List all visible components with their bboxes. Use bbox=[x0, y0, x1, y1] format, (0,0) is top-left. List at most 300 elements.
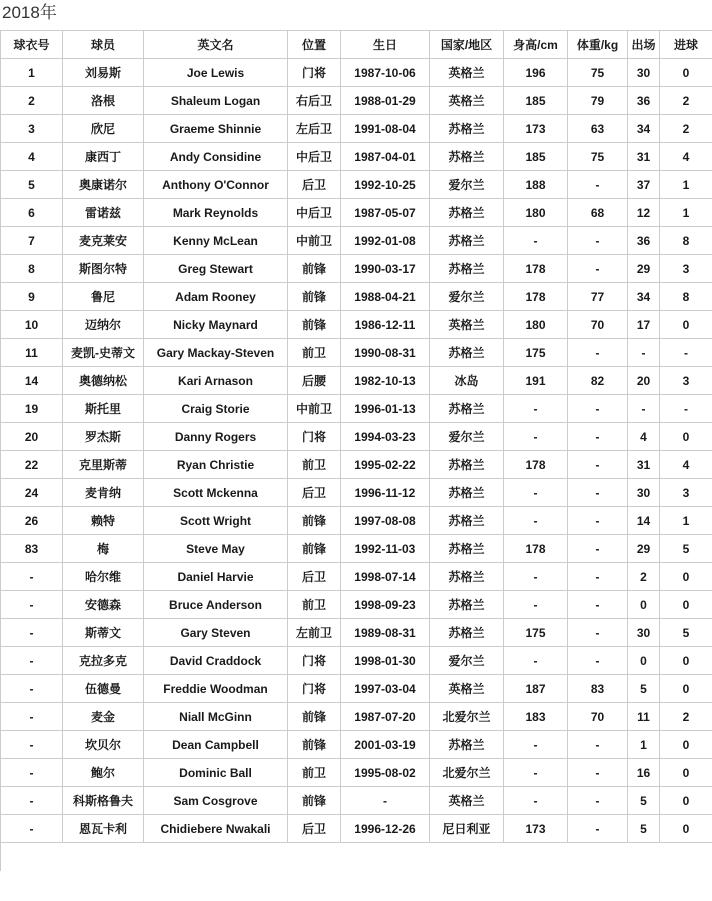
table-cell: - bbox=[568, 535, 628, 563]
table-cell: Freddie Woodman bbox=[144, 675, 288, 703]
table-cell: Daniel Harvie bbox=[144, 563, 288, 591]
player-row bbox=[1, 255, 712, 283]
table-cell: 苏格兰 bbox=[430, 339, 504, 367]
table-cell: 30 bbox=[628, 619, 660, 647]
table-cell: 1988-01-29 bbox=[341, 87, 430, 115]
table-cell: 1 bbox=[628, 731, 660, 759]
table-cell: 伍德曼 bbox=[63, 675, 144, 703]
column-header: 进球 bbox=[660, 31, 712, 59]
table-cell: 191 bbox=[504, 367, 568, 395]
table-cell: 2 bbox=[660, 703, 712, 731]
player-row bbox=[1, 395, 712, 423]
table-cell: 前锋 bbox=[288, 283, 341, 311]
player-row bbox=[1, 479, 712, 507]
table-cell: 1 bbox=[660, 199, 712, 227]
table-cell: - bbox=[660, 395, 712, 423]
table-cell: 中后卫 bbox=[288, 143, 341, 171]
table-cell: 中前卫 bbox=[288, 227, 341, 255]
table-cell: 爱尔兰 bbox=[430, 171, 504, 199]
table-cell: 门将 bbox=[288, 675, 341, 703]
table-cell: - bbox=[628, 339, 660, 367]
table-cell: 175 bbox=[504, 339, 568, 367]
table-cell: - bbox=[504, 591, 568, 619]
table-cell: 克拉多克 bbox=[63, 647, 144, 675]
table-cell: 麦克莱安 bbox=[63, 227, 144, 255]
table-cell: Greg Stewart bbox=[144, 255, 288, 283]
table-cell: Dominic Ball bbox=[144, 759, 288, 787]
table-cell: 3 bbox=[1, 115, 63, 143]
table-cell: 196 bbox=[504, 59, 568, 87]
table-cell: - bbox=[568, 171, 628, 199]
table-cell: Mark Reynolds bbox=[144, 199, 288, 227]
table-cell: Dean Campbell bbox=[144, 731, 288, 759]
table-cell: 后卫 bbox=[288, 171, 341, 199]
table-cell: 梅 bbox=[63, 535, 144, 563]
table-cell: 31 bbox=[628, 143, 660, 171]
table-cell: 1988-04-21 bbox=[341, 283, 430, 311]
table-cell: 175 bbox=[504, 619, 568, 647]
column-header: 国家/地区 bbox=[430, 31, 504, 59]
table-cell: 鲁尼 bbox=[63, 283, 144, 311]
table-cell: 0 bbox=[660, 647, 712, 675]
table-cell: - bbox=[568, 759, 628, 787]
table-cell: 16 bbox=[628, 759, 660, 787]
table-cell: 1996-12-26 bbox=[341, 815, 430, 843]
table-cell: 36 bbox=[628, 87, 660, 115]
table-cell: 英格兰 bbox=[430, 787, 504, 815]
table-cell: 前卫 bbox=[288, 451, 341, 479]
table-cell: 34 bbox=[628, 115, 660, 143]
player-row bbox=[1, 367, 712, 395]
table-cell: 2 bbox=[1, 87, 63, 115]
empty-cell bbox=[1, 843, 712, 871]
table-cell: 苏格兰 bbox=[430, 619, 504, 647]
table-cell: 苏格兰 bbox=[430, 479, 504, 507]
table-cell: 30 bbox=[628, 479, 660, 507]
table-cell: 1989-08-31 bbox=[341, 619, 430, 647]
table-cell: 斯托里 bbox=[63, 395, 144, 423]
table-cell: Niall McGinn bbox=[144, 703, 288, 731]
table-cell: 0 bbox=[628, 647, 660, 675]
table-cell: 苏格兰 bbox=[430, 535, 504, 563]
table-cell: - bbox=[1, 591, 63, 619]
table-cell: 0 bbox=[660, 675, 712, 703]
table-cell: 前锋 bbox=[288, 731, 341, 759]
table-cell: 克里斯蒂 bbox=[63, 451, 144, 479]
table-cell: 1998-07-14 bbox=[341, 563, 430, 591]
table-cell: 0 bbox=[660, 423, 712, 451]
table-cell: 19 bbox=[1, 395, 63, 423]
page-title: 2018年 bbox=[2, 3, 57, 22]
table-cell: 英格兰 bbox=[430, 59, 504, 87]
table-cell: 0 bbox=[660, 591, 712, 619]
table-cell: 1990-08-31 bbox=[341, 339, 430, 367]
table-cell: 188 bbox=[504, 171, 568, 199]
player-row bbox=[1, 227, 712, 255]
table-cell: 1996-01-13 bbox=[341, 395, 430, 423]
column-header: 球衣号 bbox=[1, 31, 63, 59]
table-cell: - bbox=[568, 563, 628, 591]
table-cell: Ryan Christie bbox=[144, 451, 288, 479]
table-cell: 苏格兰 bbox=[430, 395, 504, 423]
table-cell: - bbox=[568, 787, 628, 815]
table-cell: 1995-02-22 bbox=[341, 451, 430, 479]
table-cell: 0 bbox=[660, 787, 712, 815]
table-cell: 185 bbox=[504, 143, 568, 171]
table-cell: 83 bbox=[568, 675, 628, 703]
player-row bbox=[1, 731, 712, 759]
table-cell: 1 bbox=[1, 59, 63, 87]
player-row bbox=[1, 115, 712, 143]
player-row bbox=[1, 87, 712, 115]
player-row bbox=[1, 647, 712, 675]
table-cell: 20 bbox=[628, 367, 660, 395]
table-cell: 11 bbox=[628, 703, 660, 731]
table-cell: 1 bbox=[660, 507, 712, 535]
table-cell: 5 bbox=[1, 171, 63, 199]
table-cell: Scott Mckenna bbox=[144, 479, 288, 507]
table-cell: 门将 bbox=[288, 59, 341, 87]
table-cell: 82 bbox=[568, 367, 628, 395]
table-cell: 刘易斯 bbox=[63, 59, 144, 87]
table-cell: 冰岛 bbox=[430, 367, 504, 395]
table-cell: - bbox=[1, 815, 63, 843]
table-cell: 1997-08-08 bbox=[341, 507, 430, 535]
table-cell: Chidiebere Nwakali bbox=[144, 815, 288, 843]
table-cell: 4 bbox=[660, 143, 712, 171]
table-cell: 183 bbox=[504, 703, 568, 731]
table-cell: - bbox=[504, 731, 568, 759]
table-cell: 8 bbox=[1, 255, 63, 283]
table-cell: 后卫 bbox=[288, 815, 341, 843]
table-cell: 麦凯-史蒂文 bbox=[63, 339, 144, 367]
table-cell: Nicky Maynard bbox=[144, 311, 288, 339]
table-cell: 苏格兰 bbox=[430, 591, 504, 619]
table-cell: - bbox=[568, 339, 628, 367]
table-cell: Gary Steven bbox=[144, 619, 288, 647]
table-cell: 185 bbox=[504, 87, 568, 115]
table-cell: 29 bbox=[628, 255, 660, 283]
table-cell: 79 bbox=[568, 87, 628, 115]
table-cell: 14 bbox=[1, 367, 63, 395]
table-cell: 5 bbox=[628, 815, 660, 843]
player-row bbox=[1, 591, 712, 619]
table-cell: Danny Rogers bbox=[144, 423, 288, 451]
table-cell: 北爱尔兰 bbox=[430, 703, 504, 731]
table-cell: 1998-01-30 bbox=[341, 647, 430, 675]
table-cell: - bbox=[568, 647, 628, 675]
table-cell: 鲍尔 bbox=[63, 759, 144, 787]
table-cell: 前锋 bbox=[288, 507, 341, 535]
table-cell: - bbox=[1, 675, 63, 703]
table-cell: - bbox=[341, 787, 430, 815]
table-cell: 4 bbox=[1, 143, 63, 171]
table-cell: 6 bbox=[1, 199, 63, 227]
table-cell: 1987-04-01 bbox=[341, 143, 430, 171]
table-cell: - bbox=[568, 255, 628, 283]
table-cell: 爱尔兰 bbox=[430, 423, 504, 451]
table-cell: Kenny McLean bbox=[144, 227, 288, 255]
table-cell: 1982-10-13 bbox=[341, 367, 430, 395]
table-cell: 前锋 bbox=[288, 311, 341, 339]
table-cell: 前锋 bbox=[288, 535, 341, 563]
player-row bbox=[1, 507, 712, 535]
table-cell: 1990-03-17 bbox=[341, 255, 430, 283]
table-cell: 63 bbox=[568, 115, 628, 143]
table-cell: 2001-03-19 bbox=[341, 731, 430, 759]
table-cell: 苏格兰 bbox=[430, 115, 504, 143]
table-cell: 罗杰斯 bbox=[63, 423, 144, 451]
player-row bbox=[1, 619, 712, 647]
table-cell: 9 bbox=[1, 283, 63, 311]
table-cell: 14 bbox=[628, 507, 660, 535]
player-row bbox=[1, 451, 712, 479]
table-cell: - bbox=[1, 787, 63, 815]
player-row bbox=[1, 311, 712, 339]
table-cell: Scott Wright bbox=[144, 507, 288, 535]
table-cell: 苏格兰 bbox=[430, 507, 504, 535]
table-cell: 中后卫 bbox=[288, 199, 341, 227]
column-header: 位置 bbox=[288, 31, 341, 59]
table-cell: - bbox=[568, 731, 628, 759]
table-cell: - bbox=[504, 423, 568, 451]
empty-row bbox=[1, 843, 712, 871]
table-cell: 5 bbox=[660, 535, 712, 563]
table-cell: 30 bbox=[628, 59, 660, 87]
table-cell: - bbox=[628, 395, 660, 423]
table-cell: 178 bbox=[504, 451, 568, 479]
table-cell: 英格兰 bbox=[430, 675, 504, 703]
table-cell: Kari Arnason bbox=[144, 367, 288, 395]
header-row bbox=[1, 31, 712, 59]
table-cell: 1 bbox=[660, 171, 712, 199]
table-cell: 24 bbox=[1, 479, 63, 507]
table-cell: 门将 bbox=[288, 423, 341, 451]
table-cell: 麦金 bbox=[63, 703, 144, 731]
table-cell: 37 bbox=[628, 171, 660, 199]
table-cell: 苏格兰 bbox=[430, 199, 504, 227]
table-cell: 康西丁 bbox=[63, 143, 144, 171]
table-cell: 5 bbox=[628, 787, 660, 815]
table-cell: 0 bbox=[660, 759, 712, 787]
column-header: 球员 bbox=[63, 31, 144, 59]
table-cell: 洛根 bbox=[63, 87, 144, 115]
table-cell: 75 bbox=[568, 143, 628, 171]
player-row bbox=[1, 171, 712, 199]
table-cell: 左后卫 bbox=[288, 115, 341, 143]
table-cell: 5 bbox=[660, 619, 712, 647]
player-row bbox=[1, 759, 712, 787]
table-cell: - bbox=[1, 731, 63, 759]
table-cell: 3 bbox=[660, 255, 712, 283]
table-cell: 1995-08-02 bbox=[341, 759, 430, 787]
player-row bbox=[1, 535, 712, 563]
table-cell: 前锋 bbox=[288, 703, 341, 731]
table-cell: 70 bbox=[568, 703, 628, 731]
player-row bbox=[1, 143, 712, 171]
table-cell: 1992-10-25 bbox=[341, 171, 430, 199]
table-cell: - bbox=[660, 339, 712, 367]
table-cell: 11 bbox=[1, 339, 63, 367]
table-cell: 77 bbox=[568, 283, 628, 311]
table-cell: 前锋 bbox=[288, 787, 341, 815]
table-cell: 70 bbox=[568, 311, 628, 339]
table-cell: 坎贝尔 bbox=[63, 731, 144, 759]
table-cell: 前卫 bbox=[288, 339, 341, 367]
table-cell: 17 bbox=[628, 311, 660, 339]
column-header: 体重/kg bbox=[568, 31, 628, 59]
table-cell: 31 bbox=[628, 451, 660, 479]
table-cell: 1987-07-20 bbox=[341, 703, 430, 731]
table-cell: - bbox=[504, 787, 568, 815]
table-cell: Steve May bbox=[144, 535, 288, 563]
table-cell: 英格兰 bbox=[430, 87, 504, 115]
table-cell: Craig Storie bbox=[144, 395, 288, 423]
table-cell: Bruce Anderson bbox=[144, 591, 288, 619]
table-cell: 苏格兰 bbox=[430, 143, 504, 171]
table-cell: 后腰 bbox=[288, 367, 341, 395]
table-cell: 门将 bbox=[288, 647, 341, 675]
player-row bbox=[1, 283, 712, 311]
table-cell: 中前卫 bbox=[288, 395, 341, 423]
table-cell: 7 bbox=[1, 227, 63, 255]
table-cell: 178 bbox=[504, 283, 568, 311]
table-cell: 恩瓦卡利 bbox=[63, 815, 144, 843]
table-cell: - bbox=[1, 563, 63, 591]
table-cell: Andy Considine bbox=[144, 143, 288, 171]
table-cell: - bbox=[568, 479, 628, 507]
table-cell: 2 bbox=[660, 87, 712, 115]
table-cell: - bbox=[1, 647, 63, 675]
table-cell: 0 bbox=[660, 59, 712, 87]
player-row bbox=[1, 59, 712, 87]
table-cell: David Craddock bbox=[144, 647, 288, 675]
table-body bbox=[1, 59, 712, 871]
table-cell: - bbox=[568, 507, 628, 535]
table-cell: 1997-03-04 bbox=[341, 675, 430, 703]
table-cell: 0 bbox=[660, 815, 712, 843]
table-cell: - bbox=[1, 619, 63, 647]
table-cell: Adam Rooney bbox=[144, 283, 288, 311]
table-cell: 29 bbox=[628, 535, 660, 563]
table-cell: 哈尔维 bbox=[63, 563, 144, 591]
table-cell: 1987-05-07 bbox=[341, 199, 430, 227]
table-cell: - bbox=[1, 759, 63, 787]
table-cell: Joe Lewis bbox=[144, 59, 288, 87]
squad-roster-table bbox=[0, 30, 712, 871]
table-cell: 68 bbox=[568, 199, 628, 227]
table-cell: 3 bbox=[660, 367, 712, 395]
player-row bbox=[1, 339, 712, 367]
table-cell: 12 bbox=[628, 199, 660, 227]
table-cell: 左前卫 bbox=[288, 619, 341, 647]
table-cell: - bbox=[504, 479, 568, 507]
table-cell: 178 bbox=[504, 255, 568, 283]
table-cell: 4 bbox=[660, 451, 712, 479]
table-cell: 4 bbox=[628, 423, 660, 451]
table-cell: 迈纳尔 bbox=[63, 311, 144, 339]
table-cell: 苏格兰 bbox=[430, 227, 504, 255]
table-cell: 22 bbox=[1, 451, 63, 479]
table-cell: 赖特 bbox=[63, 507, 144, 535]
table-cell: 0 bbox=[660, 563, 712, 591]
table-cell: 1994-03-23 bbox=[341, 423, 430, 451]
table-cell: 苏格兰 bbox=[430, 731, 504, 759]
table-cell: 0 bbox=[660, 731, 712, 759]
table-cell: 斯蒂文 bbox=[63, 619, 144, 647]
table-cell: 英格兰 bbox=[430, 311, 504, 339]
table-cell: 后卫 bbox=[288, 563, 341, 591]
column-header: 生日 bbox=[341, 31, 430, 59]
table-cell: 1992-01-08 bbox=[341, 227, 430, 255]
table-cell: - bbox=[504, 395, 568, 423]
table-cell: 34 bbox=[628, 283, 660, 311]
table-cell: 36 bbox=[628, 227, 660, 255]
table-cell: Anthony O'Connor bbox=[144, 171, 288, 199]
table-cell: - bbox=[568, 395, 628, 423]
player-row bbox=[1, 703, 712, 731]
column-header: 身高/cm bbox=[504, 31, 568, 59]
table-cell: 欣尼 bbox=[63, 115, 144, 143]
table-cell: - bbox=[568, 591, 628, 619]
column-header: 出场 bbox=[628, 31, 660, 59]
table-header bbox=[1, 31, 712, 59]
player-row bbox=[1, 675, 712, 703]
table-cell: 安德森 bbox=[63, 591, 144, 619]
table-cell: 10 bbox=[1, 311, 63, 339]
column-header: 英文名 bbox=[144, 31, 288, 59]
table-cell: Graeme Shinnie bbox=[144, 115, 288, 143]
table-cell: 后卫 bbox=[288, 479, 341, 507]
table-cell: 8 bbox=[660, 227, 712, 255]
table-cell: - bbox=[568, 619, 628, 647]
table-cell: - bbox=[504, 507, 568, 535]
table-cell: 麦肯纳 bbox=[63, 479, 144, 507]
table-cell: 5 bbox=[628, 675, 660, 703]
table-cell: 0 bbox=[628, 591, 660, 619]
table-cell: 0 bbox=[660, 311, 712, 339]
table-cell: - bbox=[504, 647, 568, 675]
table-cell: 右后卫 bbox=[288, 87, 341, 115]
table-cell: 1998-09-23 bbox=[341, 591, 430, 619]
table-cell: 奥德纳松 bbox=[63, 367, 144, 395]
table-cell: 奥康诺尔 bbox=[63, 171, 144, 199]
table-cell: 173 bbox=[504, 815, 568, 843]
table-cell: 斯图尔特 bbox=[63, 255, 144, 283]
table-cell: Sam Cosgrove bbox=[144, 787, 288, 815]
table-cell: - bbox=[504, 563, 568, 591]
table-cell: - bbox=[568, 227, 628, 255]
table-cell: 20 bbox=[1, 423, 63, 451]
table-cell: 雷诺兹 bbox=[63, 199, 144, 227]
table-cell: 1992-11-03 bbox=[341, 535, 430, 563]
table-cell: - bbox=[568, 423, 628, 451]
player-row bbox=[1, 563, 712, 591]
player-row bbox=[1, 199, 712, 227]
table-cell: 3 bbox=[660, 479, 712, 507]
table-cell: 2 bbox=[628, 563, 660, 591]
table-cell: 爱尔兰 bbox=[430, 283, 504, 311]
table-cell: 1991-08-04 bbox=[341, 115, 430, 143]
table-cell: 1996-11-12 bbox=[341, 479, 430, 507]
table-cell: 北爱尔兰 bbox=[430, 759, 504, 787]
table-cell: 前卫 bbox=[288, 591, 341, 619]
table-cell: Shaleum Logan bbox=[144, 87, 288, 115]
player-row bbox=[1, 423, 712, 451]
table-cell: 8 bbox=[660, 283, 712, 311]
table-cell: 178 bbox=[504, 535, 568, 563]
table-cell: 科斯格鲁夫 bbox=[63, 787, 144, 815]
